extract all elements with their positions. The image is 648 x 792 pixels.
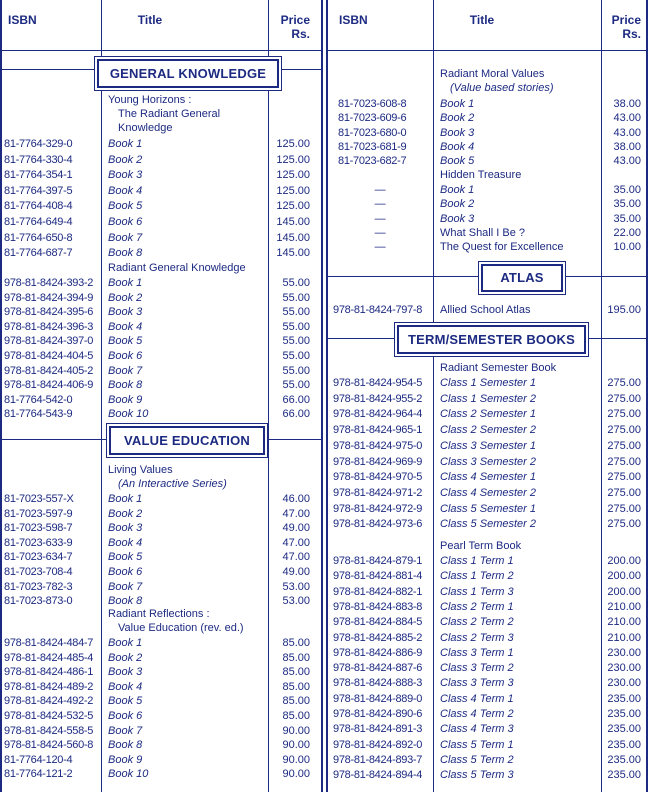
left-isbn-header: ISBN [8, 13, 37, 27]
isbn-cell: 81-7023-708-4 [4, 566, 73, 578]
title-cell: Class 4 Semester 1 [440, 471, 536, 484]
price-cell: 125.00 [276, 138, 310, 150]
series-hidden-treasure: Hidden Treasure [440, 169, 522, 181]
price-cell: 275.00 [607, 471, 641, 484]
title-cell: Book 8 [108, 595, 143, 608]
price-cell: 275.00 [607, 377, 641, 389]
isbn-cell: — [374, 212, 386, 225]
title-cell: Book 4 [108, 536, 143, 549]
price-cell: 235.00 [607, 753, 641, 766]
price-cell: 200.00 [607, 555, 641, 567]
isbn-cell: 81-7023-557-X [4, 493, 74, 505]
title-cell: Book 9 [108, 393, 143, 406]
isbn-cell: 978-81-8424-890-6 [333, 708, 423, 720]
title-cell: Book 5 [108, 335, 143, 348]
price-cell: 53.00 [282, 595, 310, 608]
left-price-unit: Rs. [291, 27, 310, 41]
series-radiant-moral-values-sub: (Value based stories) [450, 82, 554, 94]
price-cell: 200.00 [607, 585, 641, 598]
isbn-cell: 81-7764-408-4 [4, 200, 73, 213]
left-header-rule [0, 50, 323, 51]
panel-divider-a [321, 0, 323, 792]
price-cell: 275.00 [607, 455, 641, 468]
price-cell: 66.00 [282, 393, 310, 406]
isbn-cell: 978-81-8424-879-1 [333, 555, 423, 567]
title-cell: Book 6 [108, 350, 143, 362]
price-cell: 145.00 [276, 216, 310, 228]
isbn-cell: 978-81-8424-954-5 [333, 377, 423, 389]
title-cell: Book 1 [108, 277, 143, 289]
title-cell: Class 4 Term 2 [440, 708, 514, 720]
price-cell: 235.00 [607, 738, 641, 751]
title-cell: Class 2 Term 1 [440, 600, 514, 613]
series-living-values: Living Values [108, 464, 173, 476]
isbn-cell: 81-7023-633-9 [4, 536, 73, 549]
title-cell: Book 6 [108, 566, 143, 578]
series-pearl-term-book: Pearl Term Book [440, 540, 522, 552]
title-cell: Class 5 Semester 1 [440, 502, 536, 515]
price-cell: 85.00 [282, 666, 310, 679]
price-cell: 90.00 [282, 739, 310, 752]
title-cell: Book 2 [108, 153, 143, 166]
price-cell: 55.00 [282, 350, 310, 362]
price-cell: 35.00 [613, 212, 641, 225]
price-cell: 85.00 [282, 710, 310, 722]
isbn-cell: 978-81-8424-975-0 [333, 439, 423, 452]
title-cell: Class 5 Term 1 [440, 738, 514, 751]
title-cell: Book 10 [108, 408, 149, 421]
title-cell: Allied School Atlas [440, 304, 531, 316]
isbn-cell: — [374, 226, 386, 239]
isbn-cell: 81-7023-634-7 [4, 551, 73, 564]
isbn-cell: 978-81-8424-396-3 [4, 320, 94, 333]
title-cell: Book 6 [108, 710, 143, 722]
left-price-header: Price [280, 13, 310, 27]
isbn-cell: 81-7764-354-1 [4, 169, 73, 182]
isbn-cell: 81-7764-542-0 [4, 393, 73, 406]
series-young-horizons-2: The Radiant General [118, 108, 221, 120]
panel-divider-b [326, 0, 328, 792]
price-cell: 55.00 [282, 291, 310, 304]
isbn-cell: 978-81-8424-969-9 [333, 455, 423, 468]
price-cell: 235.00 [607, 769, 641, 782]
title-cell: Class 2 Term 3 [440, 631, 514, 644]
title-cell: Book 1 [108, 493, 143, 505]
title-cell: Book 10 [108, 768, 149, 781]
section-value-education: VALUE EDUCATION [109, 426, 265, 455]
isbn-cell: 81-7023-608-8 [338, 98, 407, 110]
isbn-cell: 978-81-8424-889-0 [333, 692, 423, 705]
isbn-cell: 978-81-8424-405-2 [4, 364, 94, 377]
isbn-cell: — [374, 241, 386, 254]
title-cell: The Quest for Excellence [440, 241, 564, 254]
title-cell: Class 1 Semester 2 [440, 392, 536, 405]
title-cell: Book 8 [108, 247, 143, 260]
price-cell: 235.00 [607, 692, 641, 705]
price-cell: 230.00 [607, 662, 641, 675]
isbn-cell: 978-81-8424-970-5 [333, 471, 423, 484]
title-cell: Book 7 [108, 580, 143, 593]
left-isbn-col-rule [101, 0, 102, 792]
right-title-header: Title [469, 13, 495, 27]
isbn-cell: 81-7023-609-6 [338, 112, 407, 125]
price-cell: 47.00 [282, 507, 310, 520]
price-cell: 275.00 [607, 502, 641, 515]
isbn-cell: 978-81-8424-971-2 [333, 486, 423, 499]
isbn-cell: 978-81-8424-394-9 [4, 291, 94, 304]
title-cell: Class 5 Term 3 [440, 769, 514, 782]
isbn-cell: 978-81-8424-881-4 [333, 570, 423, 583]
price-cell: 275.00 [607, 439, 641, 452]
right-isbn-col-rule [433, 0, 434, 792]
price-cell: 230.00 [607, 646, 641, 659]
title-cell: Class 2 Term 2 [440, 616, 514, 629]
isbn-cell: 81-7764-329-0 [4, 138, 73, 150]
title-cell: Book 2 [108, 651, 143, 664]
title-cell: Class 5 Semester 2 [440, 518, 536, 531]
right-isbn-header: ISBN [339, 13, 368, 27]
isbn-cell: 978-81-8424-888-3 [333, 677, 423, 690]
title-cell: What Shall I Be ? [440, 226, 525, 239]
price-cell: 275.00 [607, 392, 641, 405]
price-cell: 275.00 [607, 518, 641, 531]
price-cell: 200.00 [607, 570, 641, 583]
price-cell: 210.00 [607, 631, 641, 644]
price-cell: 90.00 [282, 753, 310, 766]
isbn-cell: 978-81-8424-973-6 [333, 518, 423, 531]
title-cell: Book 3 [108, 522, 143, 535]
title-cell: Book 3 [108, 169, 143, 182]
isbn-cell: 81-7023-680-0 [338, 126, 407, 139]
series-radiant-reflections-1: Radiant Reflections : [108, 608, 210, 620]
price-cell: 47.00 [282, 551, 310, 564]
title-cell: Book 9 [108, 753, 143, 766]
isbn-cell: 81-7764-121-2 [4, 768, 73, 781]
title-cell: Book 5 [108, 200, 143, 213]
title-cell: Class 5 Term 2 [440, 753, 514, 766]
price-cell: 195.00 [607, 304, 641, 316]
isbn-cell: 978-81-8424-891-3 [333, 723, 423, 736]
price-cell: 49.00 [282, 522, 310, 535]
isbn-cell: 978-81-8424-486-1 [4, 666, 94, 679]
title-cell: Book 4 [108, 680, 143, 693]
title-cell: Book 6 [108, 216, 143, 228]
isbn-cell: 978-81-8424-886-9 [333, 646, 423, 659]
price-cell: 55.00 [282, 379, 310, 392]
section-term-semester-books: TERM/SEMESTER BOOKS [397, 325, 586, 354]
isbn-cell: 978-81-8424-406-9 [4, 379, 94, 392]
price-cell: 55.00 [282, 306, 310, 319]
title-cell: Book 2 [108, 291, 143, 304]
price-cell: 35.00 [613, 198, 641, 211]
isbn-cell: 978-81-8424-484-7 [4, 637, 94, 649]
price-cell: 210.00 [607, 616, 641, 629]
title-cell: Class 1 Term 3 [440, 585, 514, 598]
price-cell: 90.00 [282, 768, 310, 781]
title-cell: Class 4 Semester 2 [440, 486, 536, 499]
price-cell: 210.00 [607, 600, 641, 613]
price-cell: 46.00 [282, 493, 310, 505]
isbn-cell: 978-81-8424-489-2 [4, 680, 94, 693]
title-cell: Book 1 [108, 138, 143, 150]
isbn-cell: 978-81-8424-972-9 [333, 502, 423, 515]
series-young-horizons-3: Knowledge [118, 122, 173, 134]
title-cell: Class 3 Semester 2 [440, 455, 536, 468]
isbn-cell: 978-81-8424-532-5 [4, 710, 94, 722]
title-cell: Book 5 [108, 551, 143, 564]
price-cell: 55.00 [282, 277, 310, 289]
price-cell: 125.00 [276, 200, 310, 213]
isbn-cell: 81-7023-682-7 [338, 155, 407, 168]
title-cell: Book 3 [108, 666, 143, 679]
price-cell: 49.00 [282, 566, 310, 578]
price-cell: 235.00 [607, 708, 641, 720]
title-cell: Book 7 [108, 364, 143, 377]
title-cell: Book 3 [108, 306, 143, 319]
price-cell: 85.00 [282, 695, 310, 708]
isbn-cell: 978-81-8424-893-7 [333, 753, 423, 766]
title-cell: Book 7 [108, 724, 143, 737]
price-cell: 275.00 [607, 424, 641, 437]
isbn-cell: 978-81-8424-492-2 [4, 695, 94, 708]
series-radiant-semester-book: Radiant Semester Book [440, 362, 557, 374]
title-cell: Book 5 [108, 695, 143, 708]
isbn-cell: 978-81-8424-560-8 [4, 739, 94, 752]
title-cell: Class 2 Semester 2 [440, 424, 536, 437]
isbn-cell: 978-81-8424-397-0 [4, 335, 94, 348]
price-cell: 235.00 [607, 723, 641, 736]
title-cell: Book 3 [440, 126, 475, 139]
isbn-cell: 978-81-8424-965-1 [333, 424, 423, 437]
title-cell: Book 2 [440, 112, 475, 125]
title-cell: Book 2 [440, 198, 475, 211]
price-cell: 125.00 [276, 184, 310, 197]
price-cell: 145.00 [276, 247, 310, 260]
isbn-cell: 978-81-8424-883-8 [333, 600, 423, 613]
isbn-cell: 978-81-8424-892-0 [333, 738, 423, 751]
isbn-cell: 81-7023-782-3 [4, 580, 73, 593]
title-cell: Book 2 [108, 507, 143, 520]
title-cell: Class 1 Semester 1 [440, 377, 536, 389]
isbn-cell: — [374, 184, 386, 196]
title-cell: Book 1 [440, 184, 475, 196]
price-cell: 53.00 [282, 580, 310, 593]
title-cell: Book 7 [108, 231, 143, 244]
right-price-unit: Rs. [622, 27, 641, 41]
isbn-cell: 81-7023-873-0 [4, 595, 73, 608]
title-cell: Book 5 [440, 155, 475, 168]
price-cell: 10.00 [613, 241, 641, 254]
section-general-knowledge: GENERAL KNOWLEDGE [97, 59, 279, 88]
title-cell: Class 3 Term 3 [440, 677, 514, 690]
title-cell: Book 1 [108, 637, 143, 649]
isbn-cell: 978-81-8424-894-4 [333, 769, 423, 782]
isbn-cell: 978-81-8424-885-2 [333, 631, 423, 644]
isbn-cell: 978-81-8424-955-2 [333, 392, 423, 405]
left-title-header: Title [137, 13, 163, 27]
title-cell: Class 1 Term 2 [440, 570, 514, 583]
isbn-cell: 81-7764-687-7 [4, 247, 73, 260]
isbn-cell: 978-81-8424-964-4 [333, 408, 423, 421]
isbn-cell: 81-7023-598-7 [4, 522, 73, 535]
price-cell: 85.00 [282, 680, 310, 693]
title-cell: Class 4 Term 1 [440, 692, 514, 705]
price-cell: 43.00 [613, 155, 641, 168]
price-cell: 125.00 [276, 169, 310, 182]
right-price-header: Price [611, 13, 641, 27]
isbn-cell: 978-81-8424-558-5 [4, 724, 94, 737]
isbn-cell: 81-7764-650-8 [4, 231, 73, 244]
isbn-cell: 978-81-8424-882-1 [333, 585, 423, 598]
isbn-cell: 81-7023-597-9 [4, 507, 73, 520]
series-radiant-moral-values: Radiant Moral Values [440, 68, 545, 80]
price-cell: 55.00 [282, 320, 310, 333]
isbn-cell: 978-81-8424-393-2 [4, 277, 94, 289]
right-header-rule [326, 50, 648, 51]
price-cell: 275.00 [607, 408, 641, 421]
price-cell: 38.00 [613, 140, 641, 153]
isbn-cell: 81-7764-120-4 [4, 753, 73, 766]
price-cell: 35.00 [613, 184, 641, 196]
title-cell: Class 1 Term 1 [440, 555, 514, 567]
isbn-cell: 81-7764-543-9 [4, 408, 73, 421]
price-cell: 43.00 [613, 126, 641, 139]
price-cell: 55.00 [282, 364, 310, 377]
title-cell: Book 4 [108, 184, 143, 197]
title-cell: Class 3 Semester 1 [440, 439, 536, 452]
series-living-values-sub: (An Interactive Series) [118, 478, 227, 490]
isbn-cell: 978-81-8424-485-4 [4, 651, 94, 664]
section-atlas: ATLAS [481, 264, 563, 292]
title-cell: Class 2 Semester 1 [440, 408, 536, 421]
price-cell: 125.00 [276, 153, 310, 166]
price-cell: 22.00 [613, 226, 641, 239]
title-cell: Class 3 Term 1 [440, 646, 514, 659]
frame-left [0, 0, 2, 792]
isbn-cell: 978-81-8424-395-6 [4, 306, 94, 319]
isbn-cell: 978-81-8424-884-5 [333, 616, 423, 629]
price-cell: 85.00 [282, 637, 310, 649]
title-cell: Book 4 [108, 320, 143, 333]
price-cell: 66.00 [282, 408, 310, 421]
price-cell: 275.00 [607, 486, 641, 499]
series-radiant-reflections-2: Value Education (rev. ed.) [118, 622, 244, 634]
price-cell: 38.00 [613, 98, 641, 110]
isbn-cell: 978-81-8424-887-6 [333, 662, 423, 675]
isbn-cell: 81-7764-397-5 [4, 184, 73, 197]
isbn-cell: 81-7023-681-9 [338, 140, 407, 153]
price-cell: 230.00 [607, 677, 641, 690]
isbn-cell: 81-7764-330-4 [4, 153, 73, 166]
isbn-cell: 978-81-8424-404-5 [4, 350, 94, 362]
title-cell: Book 4 [440, 140, 475, 153]
price-cell: 85.00 [282, 651, 310, 664]
price-cell: 55.00 [282, 335, 310, 348]
isbn-cell: 81-7764-649-4 [4, 216, 73, 228]
isbn-cell: 978-81-8424-797-8 [333, 304, 423, 316]
series-young-horizons-1: Young Horizons : [108, 94, 192, 106]
price-cell: 90.00 [282, 724, 310, 737]
title-cell: Class 4 Term 3 [440, 723, 514, 736]
title-cell: Class 3 Term 2 [440, 662, 514, 675]
isbn-cell: — [374, 198, 386, 211]
title-cell: Book 8 [108, 739, 143, 752]
price-cell: 43.00 [613, 112, 641, 125]
price-cell: 47.00 [282, 536, 310, 549]
price-cell: 145.00 [276, 231, 310, 244]
title-cell: Book 1 [440, 98, 475, 110]
series-rgk: Radiant General Knowledge [108, 262, 246, 274]
title-cell: Book 8 [108, 379, 143, 392]
title-cell: Book 3 [440, 212, 475, 225]
